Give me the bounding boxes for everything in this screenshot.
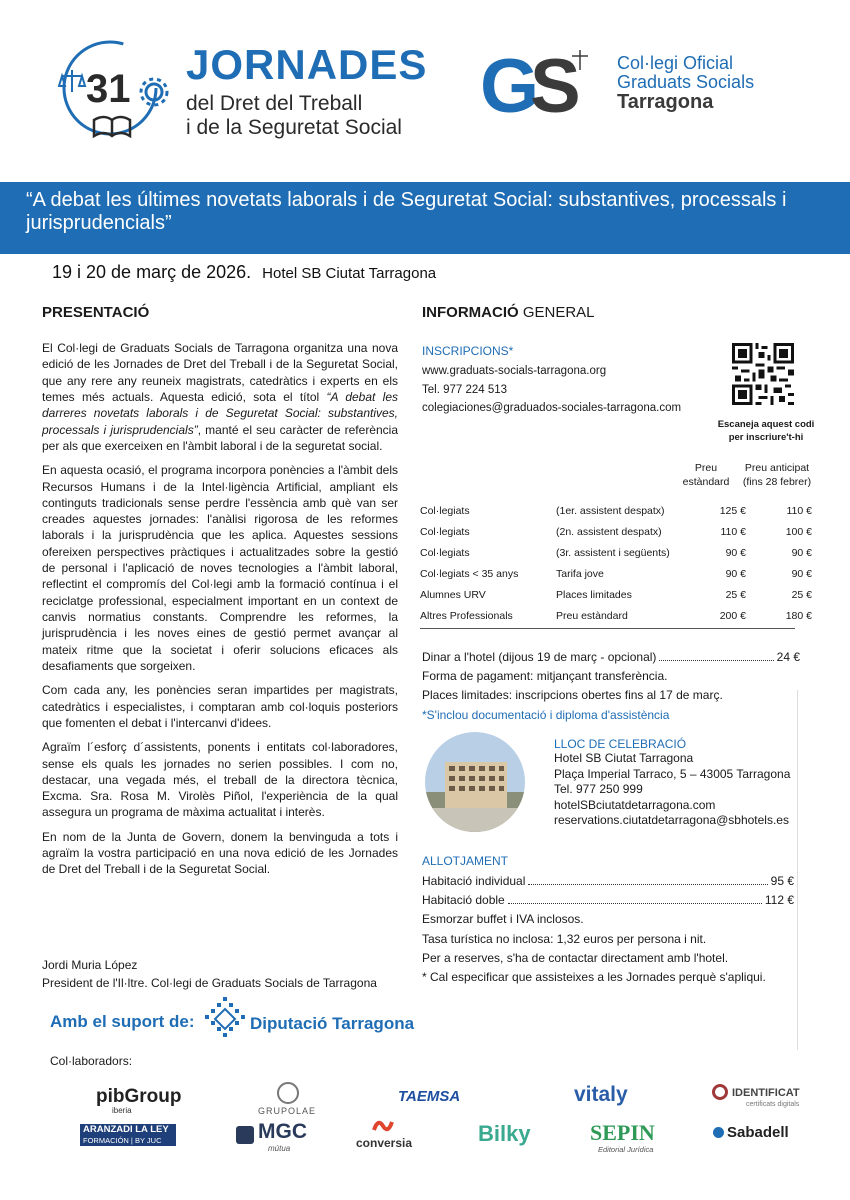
bilky-logo: Bilky bbox=[478, 1121, 531, 1146]
price-row bbox=[420, 500, 812, 521]
payment-method: Forma de pagament: mitjançant transferència. bbox=[422, 669, 668, 684]
individual-dots bbox=[528, 884, 767, 885]
price-early: 180 € bbox=[785, 609, 812, 622]
mgc-logo-icon bbox=[236, 1126, 254, 1144]
individual-label: Habitació individual bbox=[422, 874, 526, 888]
title-banner: “A debat les últimes novetats laborals i de Seguretat Social: substantives, processals i jurisprudencials” bbox=[0, 182, 850, 254]
identificat-logo-icon bbox=[712, 1084, 728, 1100]
collaborators-label: Col·laboradors: bbox=[50, 1054, 133, 1068]
p1-text-b: , manté el seu caràcter de referència per als que exerceixen en l'àmbit laboral i de la seguretat social. bbox=[42, 422, 398, 453]
price-standard: 125 € bbox=[719, 504, 746, 517]
price-row bbox=[420, 605, 812, 626]
price-category: Altres Professionals bbox=[420, 609, 513, 622]
p1-text-a: El Col·legi de Graduats Socials de Tarragona organitza una nova edició de les Jornades de Dret del Treball i de la Seguretat Social, que any rere any reuneix magistrats, catedràtics i experts en els temes més actuals. Aquesta edició, sota el títol bbox=[42, 341, 398, 404]
price-detail: (1er. assistent despatx) bbox=[556, 504, 665, 517]
dinar-label: Dinar a l'hotel (dijous 19 de març - opcional) bbox=[422, 650, 657, 664]
jornades-sub-line2: i de la Seguretat Social bbox=[186, 115, 402, 139]
price-detail: Places limitades bbox=[556, 588, 632, 601]
places-limit: Places limitades: inscripcions obertes fins al 17 de març. bbox=[422, 688, 723, 703]
price-standard: 110 € bbox=[720, 525, 746, 538]
doble-row bbox=[422, 891, 794, 910]
aranzadi-logo-box bbox=[80, 1124, 176, 1146]
includes-note: *S'inclou documentació i diploma d'assistència bbox=[422, 707, 670, 722]
inscripcions-web-link[interactable]: www.graduats-socials-tarragona.org bbox=[422, 365, 607, 377]
taxa-note: Tasa turística no inclosa: 1,32 euros per persona i nit. bbox=[422, 931, 707, 946]
logo-number: 31 bbox=[86, 67, 131, 111]
sepin-logo-sub: Editorial Jurídica bbox=[598, 1145, 654, 1154]
inscripcions-tel: Tel. 977 224 513 bbox=[422, 383, 508, 396]
event-where: Hotel SB Ciutat Tarragona bbox=[262, 265, 437, 282]
doble-dots bbox=[508, 903, 762, 904]
price-standard: 90 € bbox=[725, 567, 746, 580]
presentacio-paragraph-1 bbox=[42, 340, 398, 454]
price-early: 90 € bbox=[791, 567, 812, 580]
individual-price: 95 € bbox=[770, 874, 794, 888]
price-divider bbox=[420, 628, 795, 629]
gs-logo-g: G bbox=[480, 48, 540, 120]
lloc-address: Plaça Imperial Tarraco, 5 – 43005 Tarragona bbox=[554, 766, 791, 781]
price-detail: Preu estàndard bbox=[556, 609, 628, 622]
price-row bbox=[420, 521, 812, 542]
col-line2: Graduats Socials bbox=[617, 71, 755, 92]
presentacio-paragraph-5: En nom de la Junta de Govern, donem la benvinguda a tots i agraïm la vostra participació en una nova edició de les Jornades de Dret del Treball i de la Seguretat Social. bbox=[42, 829, 398, 877]
event-dates bbox=[52, 262, 436, 283]
price-category: Col·legiats < 35 anys bbox=[420, 567, 519, 580]
sabadell-logo-icon bbox=[713, 1127, 724, 1138]
jornades-title: JORNADES bbox=[186, 41, 428, 88]
col-legi-name bbox=[617, 54, 754, 113]
informacio-heading bbox=[422, 304, 595, 321]
presentacio-paragraph-3: Com cada any, les ponències seran impartides per magistrats, catedràtics i especialistes, i comptaran amb col·loquis posteriors que fomenten el debat i l'intercanvi d'idees. bbox=[42, 683, 398, 730]
grupolae-logo-icon bbox=[277, 1082, 299, 1104]
identificat-logo: IDENTIFICAT bbox=[732, 1087, 800, 1099]
suport-label: Amb el suport de: bbox=[50, 1012, 195, 1031]
lloc-label: LLOC DE CELEBRACIÓ bbox=[554, 737, 687, 751]
price-standard: 25 € bbox=[725, 588, 746, 601]
presentacio-paragraph-4: Agraïm l´esforç d´assistents, ponents i entitats col·laboradores, sense els quals les jornades no serien possibles. I com no, destacar, una vegada més, el treball de la directora tècnica, Excma. Sra. Rosa M. Virolès Piñol, l'experiència de la qual assegura un programa de màxima actualitat i interès. bbox=[42, 740, 398, 820]
iberia-logo-text: iberia bbox=[112, 1106, 132, 1115]
price-row bbox=[420, 542, 812, 563]
allotjament-label: ALLOTJAMENT bbox=[422, 854, 509, 868]
lloc-tel: Tel. 977 250 999 bbox=[554, 782, 643, 797]
price-table bbox=[420, 500, 812, 626]
taemsa-logo: TAEMSA bbox=[398, 1088, 461, 1105]
lloc-details bbox=[554, 751, 790, 829]
price-category: Alumnes URV bbox=[420, 588, 486, 601]
presentacio-paragraph-2: En aquesta ocasió, el programa incorpora ponències a l'àmbit dels Recursos Humans i de la Intel·ligència Artificial, ampliant els continguts tradicionals sense perdre l'essència amb què van ser creades aquestes jornades: l'anàlisi rigorosa de les reformes laborals i la jurisprudència que les aplica. Aquestes sessions ofereixen perspectives pràctiques i actualitzades sobre la gestió de personal i l'aplicació de noves tecnologies a l'àmbit laboral, reflectint el compromís del Col·legi amb la formació contínua i el reciclatge professional, especialment important en un context de canvis normatius constants. Comprendre les reformes, la jurisprudència i les noves eines de gestió permet avançar al mateix ritme que la societat i oferir solucions eficaces als desafiaments que sorgeixen. bbox=[42, 463, 398, 673]
gs-logo-s: S bbox=[530, 48, 581, 120]
mgc-logo-sub: mútua bbox=[268, 1144, 291, 1153]
event-when: 19 i 20 de març de 2026. bbox=[52, 262, 252, 282]
presentacio-text bbox=[42, 340, 398, 886]
price-detail: (3r. assistent i següents) bbox=[556, 546, 670, 559]
conversia-logo-icon bbox=[372, 1118, 394, 1134]
vitaly-logo: vitaly bbox=[574, 1083, 628, 1106]
esmorzar-note: Esmorzar buffet i IVA inclosos. bbox=[422, 912, 584, 927]
grupolae-logo: GRUPOLAE bbox=[258, 1106, 317, 1116]
price-standard: 200 € bbox=[719, 609, 746, 622]
informacio-heading-bold: INFORMACIÓ bbox=[422, 304, 519, 321]
price-early: 25 € bbox=[791, 588, 812, 601]
price-early: 110 € bbox=[786, 504, 812, 517]
price-early: 90 € bbox=[791, 546, 812, 559]
allotjament-details bbox=[422, 872, 794, 968]
lloc-email-link[interactable]: reservations.ciutatdetarragona@sbhotels.es bbox=[554, 813, 789, 828]
lloc-hotel-name: Hotel SB Ciutat Tarragona bbox=[554, 751, 694, 765]
p1-title-quote: “A debat les darreres novetats laborals i de Seguretat Social: substantives, processals i jurisprudencials” bbox=[42, 389, 398, 437]
aranzadi-logo: ARANZADI LA LEY bbox=[83, 1124, 169, 1135]
price-early: 100 € bbox=[785, 525, 812, 538]
jornades-subtitle bbox=[186, 92, 402, 139]
price-standard: 90 € bbox=[725, 546, 746, 559]
price-category: Col·legiats bbox=[420, 525, 470, 538]
diputacio-logo-icon bbox=[205, 997, 245, 1043]
dinar-price: 24 € bbox=[776, 650, 800, 664]
hotel-photo bbox=[425, 732, 525, 832]
qr-caption: Escaneja aquest codi per inscriure't-hi bbox=[717, 419, 815, 444]
informacio-heading-rest: GENERAL bbox=[518, 304, 595, 321]
price-header-early: Preu anticipat (fins 28 febrer) bbox=[742, 462, 812, 488]
signature bbox=[42, 956, 377, 992]
pibgroup-logo: pibGroup bbox=[96, 1086, 182, 1107]
col-line1: Col·legi Oficial bbox=[617, 53, 734, 73]
gs-logo bbox=[480, 48, 590, 120]
price-category: Col·legiats bbox=[420, 546, 470, 559]
qr-code-icon[interactable] bbox=[732, 343, 794, 405]
sabadell-logo: Sabadell bbox=[727, 1124, 789, 1141]
gear-icon bbox=[141, 79, 167, 105]
aranzadi-logo-sub: FORMACIÓN | BY JUC bbox=[83, 1136, 162, 1145]
right-edge-line bbox=[797, 690, 798, 1050]
diputacio-name: Diputació Tarragona bbox=[250, 1014, 415, 1033]
inscripcions-label: INSCRIPCIONS* bbox=[422, 344, 514, 358]
dinar-dots bbox=[659, 660, 773, 661]
dinar-row bbox=[422, 648, 800, 667]
signer-name: Jordi Muria López bbox=[42, 958, 138, 972]
inscripcions-contact bbox=[422, 362, 681, 418]
signer-role: President de l'Il·ltre. Col·legi de Graduats Socials de Tarragona bbox=[42, 976, 377, 990]
reserves-note: Per a reserves, s'ha de contactar directament amb l'hotel. bbox=[422, 950, 729, 965]
jornades-sub-line1: del Dret del Treball bbox=[186, 92, 363, 115]
price-row bbox=[420, 563, 812, 584]
mgc-logo: MGC bbox=[258, 1120, 307, 1143]
lloc-web-link[interactable]: hotelSBciutatdetarragona.com bbox=[554, 797, 716, 812]
price-category: Col·legiats bbox=[420, 504, 470, 517]
sepin-logo: SEPIN bbox=[590, 1120, 655, 1145]
presentacio-heading: PRESENTACIÓ bbox=[42, 304, 150, 321]
doble-label: Habitació doble bbox=[422, 893, 505, 908]
col-line3: Tarragona bbox=[617, 90, 714, 113]
individual-row bbox=[422, 872, 794, 891]
book-icon bbox=[94, 117, 130, 136]
price-header-standard: Preu estàndard bbox=[682, 462, 730, 488]
price-row bbox=[420, 584, 812, 605]
identificat-sub: certificats digitals bbox=[746, 1101, 800, 1108]
doble-price: 112 € bbox=[764, 893, 794, 908]
price-detail: Tarifa jove bbox=[556, 567, 604, 580]
price-detail: (2n. assistent despatx) bbox=[556, 525, 662, 538]
jornades-31-logo bbox=[58, 36, 173, 146]
inscripcions-email-link[interactable]: colegiaciones@graduados-sociales-tarragona.com bbox=[422, 402, 682, 415]
conversia-logo: conversia bbox=[356, 1136, 413, 1150]
general-info bbox=[422, 648, 800, 725]
allotjament-footnote: * Cal especificar que assisteixes a les Jornades perquè s'apliqui. bbox=[422, 970, 766, 984]
